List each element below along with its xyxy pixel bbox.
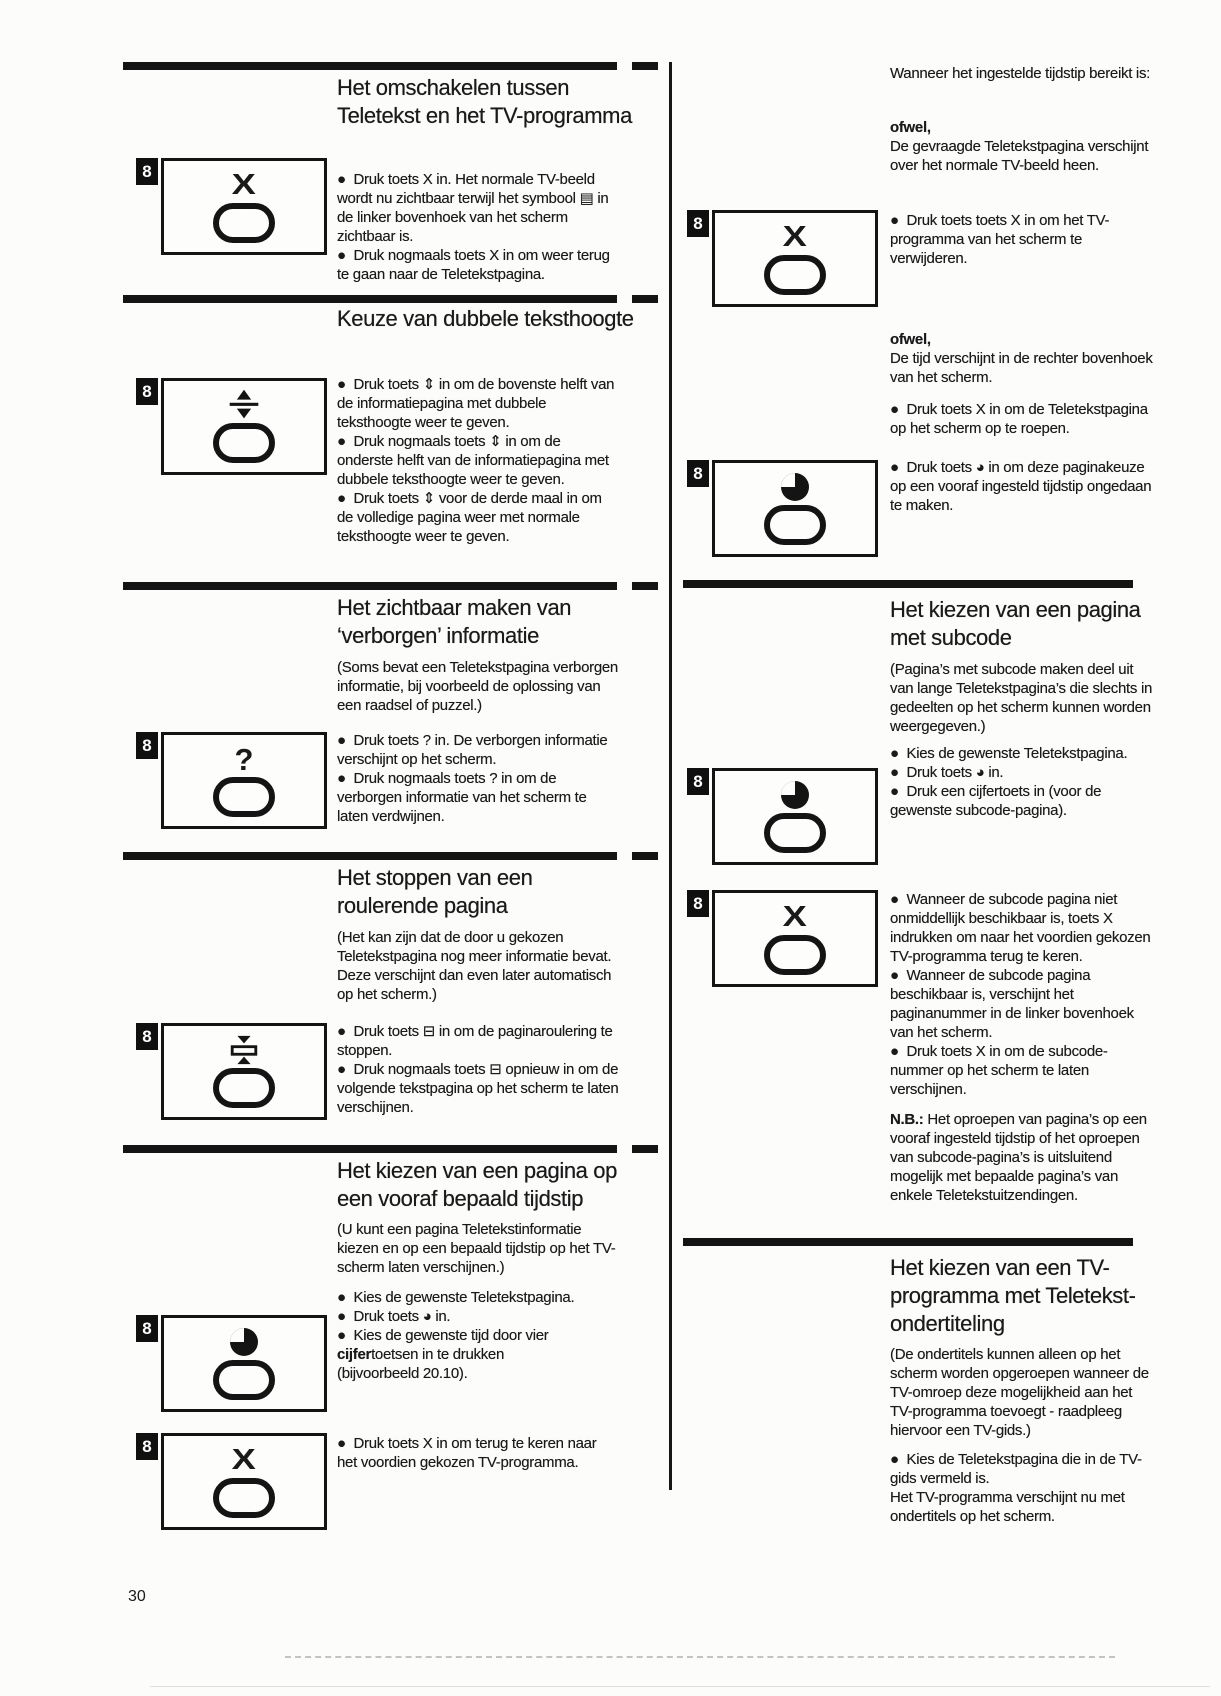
key-number-badge: 8	[136, 378, 158, 405]
double-height-key-icon	[222, 388, 266, 422]
instruction-text	[890, 890, 1155, 1099]
key-button-shape	[213, 1068, 275, 1108]
key-number-badge: 8	[136, 732, 158, 759]
instruction-text	[890, 458, 1155, 515]
x-key-icon: X	[782, 220, 808, 253]
section-intro	[890, 660, 1155, 736]
key-panel	[142, 1433, 327, 1530]
section-divider-rule	[123, 852, 617, 860]
key-number-badge: 8	[687, 460, 709, 487]
reveal-question-key-icon: ?	[234, 741, 254, 777]
key-panel	[142, 1315, 327, 1412]
clock-key-icon	[229, 1325, 259, 1359]
intro-paragraph: (Het kan zijn dat de door u gekozen Teletekstpagina nog meer informatie bevat. Deze verschijnt dan even later automatisch op het scherm.)	[337, 929, 612, 1003]
nb-body: Het oproepen van pagina’s op een vooraf ingesteld tijdstip of het oproepen van subcode-pagina’s is uitsluitend mogelijk met bepaalde pagina’s van enkele Teletekstuitzendingen.	[890, 1111, 1147, 1204]
bullet-paragraph: ● Druk toets ⇕ in om de bovenste helft van de informatiepagina met dubbele teksthoogte weer te geven.	[337, 376, 615, 431]
section-divider-rule	[683, 580, 1133, 588]
clock-key-icon	[780, 778, 810, 812]
bullet-paragraph: ● Druk nogmaals toets ? in om de verborgen informatie van het scherm te laten verdwijnen.	[337, 770, 587, 825]
instruction-text	[890, 1450, 1155, 1526]
section-title: Keuze van dubbele teksthoogte	[337, 306, 634, 331]
instruction-text	[337, 1434, 619, 1472]
key-button-shape	[213, 423, 275, 463]
section-title: Het kiezen van een TV-programma met Teletekst-ondertiteling	[890, 1255, 1136, 1336]
key-button-shape	[213, 1478, 275, 1518]
section-divider-rule	[683, 1238, 1133, 1246]
remote-key-diagram	[161, 378, 327, 475]
key-number-badge: 8	[687, 768, 709, 795]
key-panel	[693, 768, 878, 865]
section-title: Het zichtbaar maken van ‘verborgen’ informatie	[337, 595, 572, 648]
remote-key-diagram	[712, 768, 878, 865]
section-intro	[337, 1220, 619, 1277]
key-button-shape	[213, 777, 275, 817]
note-text	[890, 1110, 1155, 1205]
scan-noise	[285, 1656, 1115, 1658]
bullet-paragraph: ● Druk toets ⇕ voor de derde maal in om de volledige pagina weer met normale teksthoogte weer te geven.	[337, 490, 602, 545]
section-divider-rule-fragment	[632, 295, 658, 303]
instruction-text	[890, 211, 1155, 268]
bullet-paragraph: ● Druk toets X in om de Teletekstpagina op het scherm op te roepen.	[890, 401, 1148, 437]
key-number-badge: 8	[136, 1023, 158, 1050]
section-divider-rule	[123, 582, 617, 590]
bullet-paragraph: ● Wanneer de subcode pagina niet onmiddellijk beschikbaar is, toets X indrukken om naar het voordien gekozen TV-programma terug te keren.	[890, 891, 1151, 965]
remote-key-diagram	[161, 1315, 327, 1412]
intro-paragraph: Wanneer het ingestelde tijdstip bereikt is:	[890, 65, 1151, 82]
alternative-2	[890, 330, 1155, 387]
key-number-badge: 8	[136, 1433, 158, 1460]
page-number: 30	[128, 1588, 146, 1605]
bullet-paragraph: ● Druk toets X in om de subcode-nummer op het scherm te laten verschijnen.	[890, 1043, 1108, 1098]
section-title: Het stoppen van een roulerende pagina	[337, 865, 533, 918]
section-title: Het kiezen van een pagina op een vooraf bepaald tijdstip	[337, 1158, 617, 1211]
key-panel	[693, 890, 878, 987]
bullet-paragraph: ● Druk toets ? in. De verborgen informatie verschijnt op het scherm.	[337, 732, 608, 768]
key-number-badge: 8	[136, 158, 158, 185]
remote-key-diagram	[161, 1023, 327, 1120]
column-divider	[669, 62, 672, 1490]
key-button-shape	[213, 1360, 275, 1400]
instruction-text	[337, 375, 619, 546]
bullet-paragraph: ● Druk toets ⊟ in om de paginaroulering te stoppen.	[337, 1023, 613, 1059]
x-key-icon: X	[231, 168, 257, 201]
bullet-paragraph: ● Druk nogmaals toets X in om weer terug te gaan naar de Teletekstpagina.	[337, 247, 610, 283]
ofwel-label: ofwel,	[890, 119, 931, 136]
key-panel	[142, 158, 327, 255]
instruction-text	[337, 170, 619, 284]
bullet-paragraph: ● Wanneer de subcode pagina beschikbaar is, verschijnt het paginanummer in de linker bovenhoek van het scherm.	[890, 967, 1134, 1041]
section-divider-rule-fragment	[632, 62, 658, 70]
timer-intro	[890, 64, 1155, 83]
key-button-shape	[213, 203, 275, 243]
plain-paragraph: Het TV-programma verschijnt nu met ondertitels op het scherm.	[890, 1489, 1125, 1525]
section-divider-rule-fragment	[632, 852, 658, 860]
key-button-shape	[764, 935, 826, 975]
instruction-text	[337, 1288, 587, 1383]
key-panel	[693, 210, 878, 307]
intro-paragraph: (Pagina’s met subcode maken deel uit van lange Teletekstpagina’s die slechts in gedeelten op het scherm kunnen worden weergegeven.)	[890, 661, 1153, 735]
scan-noise	[150, 1686, 1210, 1687]
bullet-paragraph: ● Kies de gewenste Teletekstpagina.	[890, 745, 1128, 762]
bullet-paragraph: ● Druk een cijfertoets in (voor de gewenste subcode-pagina).	[890, 783, 1102, 819]
key-panel	[693, 460, 878, 557]
remote-key-diagram	[712, 890, 878, 987]
bullet-text: ● Kies de gewenste tijd door vier	[337, 1327, 549, 1344]
key-number-badge: 8	[136, 1315, 158, 1342]
section-title: Het kiezen van een pagina met subcode	[890, 597, 1141, 650]
intro-paragraph: (Soms bevat een Teletekstpagina verborgen informatie, bij voorbeeld de oplossing van een raadsel of puzzel.)	[337, 659, 618, 714]
bullet-paragraph: ● Druk toets ◕ in.	[337, 1308, 451, 1325]
section-divider-rule	[123, 1145, 617, 1153]
bullet-paragraph: ● Kies de gewenste Teletekstpagina.	[337, 1289, 575, 1306]
intro-paragraph: (U kunt een pagina Teletekstinformatie kiezen en op een bepaald tijdstip op het TV-scherm laten verschijnen.)	[337, 1221, 616, 1276]
bullet-paragraph: ● Druk nogmaals toets ⇕ in om de onderste helft van de informatiepagina met dubbele teksthoogte weer te geven.	[337, 433, 609, 488]
remote-key-diagram	[161, 732, 327, 829]
key-number-badge: 8	[687, 210, 709, 237]
key-button-shape	[764, 505, 826, 545]
bullet-paragraph: ● Druk toets toets X in om het TV-programma van het scherm te verwijderen.	[890, 212, 1110, 267]
bullet-text-bold: cijfer	[337, 1346, 372, 1363]
remote-key-diagram	[161, 158, 327, 255]
section-intro	[337, 928, 619, 1004]
section-divider-rule-fragment	[632, 1145, 658, 1153]
intro-paragraph: (De ondertitels kunnen alleen op het scherm worden opgeroepen wanneer de TV-omroep deze mogelijkheid aan het TV-programma toevoegt - raadpleeg hiervoor een TV-gids.)	[890, 1346, 1149, 1439]
bullet-text: toetsen in te drukken (bijvoorbeeld 20.10).	[337, 1346, 505, 1382]
section-intro	[337, 658, 619, 715]
clock-key-icon	[780, 470, 810, 504]
bullet-paragraph: ● Druk toets X in om terug te keren naar het voordien gekozen TV-programma.	[337, 1435, 597, 1471]
nb-label: N.B.:	[890, 1111, 924, 1128]
key-panel	[142, 378, 327, 475]
alternative-1	[890, 118, 1155, 175]
section-intro	[890, 1345, 1155, 1440]
x-key-icon: X	[782, 900, 808, 933]
ofwel-label: ofwel,	[890, 331, 931, 348]
bullet-paragraph: ● Druk nogmaals toets ⊟ opnieuw in om de volgende tekstpagina op het scherm te laten verschijnen.	[337, 1061, 619, 1116]
remote-key-diagram	[161, 1433, 327, 1530]
page-hold-key-icon	[226, 1033, 262, 1067]
section-divider-rule	[123, 62, 617, 70]
bullet-paragraph: ● Kies de Teletekstpagina die in de TV-gids vermeld is.	[890, 1451, 1142, 1487]
section-divider-rule	[123, 295, 617, 303]
bullet-paragraph: ● Druk toets ◕ in om deze paginakeuze op een vooraf ingesteld tijdstip ongedaan te maken.	[890, 459, 1152, 514]
section-title: Het omschakelen tussen Teletekst en het TV-programma	[337, 75, 632, 128]
bullet-paragraph: ● Druk toets X in. Het normale TV-beeld wordt nu zichtbaar terwijl het symbool ▤ in de linker bovenhoek van het scherm zichtbaar is.	[337, 171, 609, 245]
key-number-badge: 8	[687, 890, 709, 917]
section-divider-rule-fragment	[632, 582, 658, 590]
key-panel	[142, 732, 327, 829]
key-button-shape	[764, 255, 826, 295]
bullet-paragraph	[337, 1326, 587, 1383]
key-panel	[142, 1023, 327, 1120]
alternative-text: De tijd verschijnt in de rechter bovenhoek van het scherm.	[890, 350, 1153, 386]
x-key-icon: X	[231, 1443, 257, 1476]
bullet-paragraph: ● Druk toets ◕ in.	[890, 764, 1004, 781]
instruction-text	[890, 744, 1155, 820]
instruction-text	[337, 1022, 619, 1117]
key-button-shape	[764, 813, 826, 853]
alternative-text: De gevraagde Teletekstpagina verschijnt over het normale TV-beeld heen.	[890, 138, 1149, 174]
remote-key-diagram	[712, 460, 878, 557]
remote-key-diagram	[712, 210, 878, 307]
nb-paragraph	[890, 1110, 1155, 1205]
instruction-text	[337, 731, 619, 826]
instruction-text	[890, 400, 1155, 438]
